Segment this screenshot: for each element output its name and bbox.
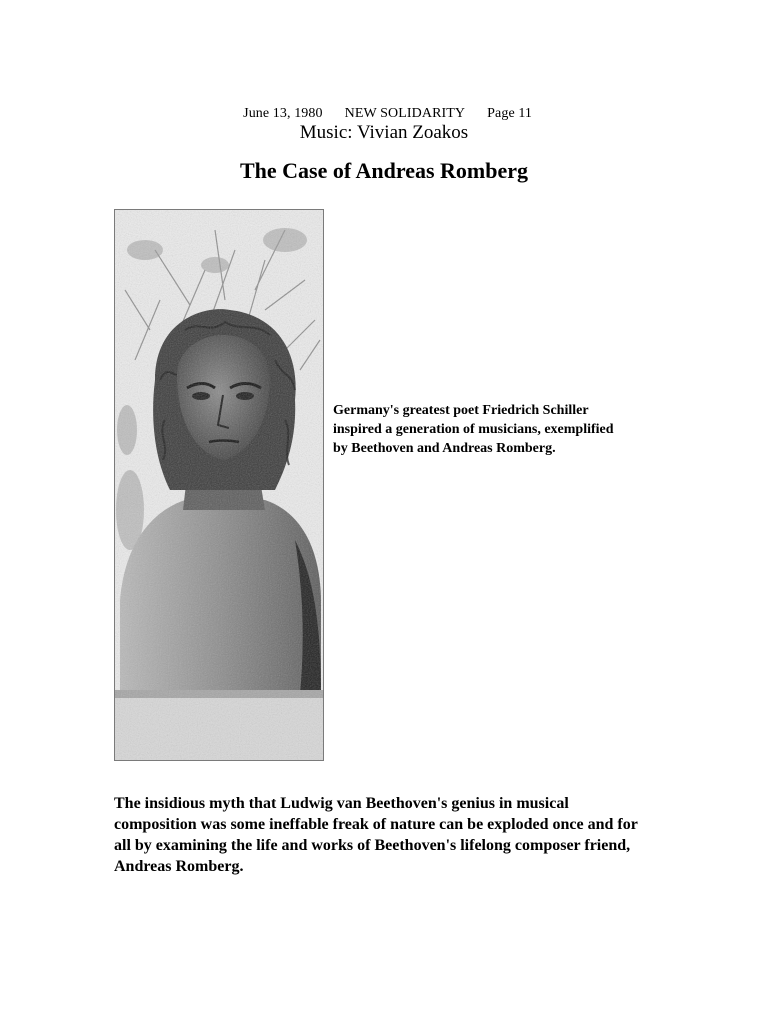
header-page-number: Page 11 (487, 106, 533, 121)
photo-caption: Germany's greatest poet Friedrich Schiller inspired a generation of musicians, exemplified by Beethoven and Andreas Romberg. (333, 403, 614, 456)
header-publication: NEW SOLIDARITY (344, 106, 466, 121)
article-lead-paragraph: The insidious myth that Ludwig van Beethoven's genius in musical composition was some ineffable freak of nature can be exploded once and for all by examining the life and works of Beethoven's lifelong composer friend, Andreas Romberg. (114, 795, 638, 875)
section-byline: Music: Vivian Zoakos (299, 122, 469, 143)
page-header (0, 90, 768, 122)
article-title: The Case of Andreas Romberg (239, 158, 529, 183)
header-date: June 13, 1980 (243, 106, 323, 121)
schiller-bust-photo (114, 209, 324, 761)
